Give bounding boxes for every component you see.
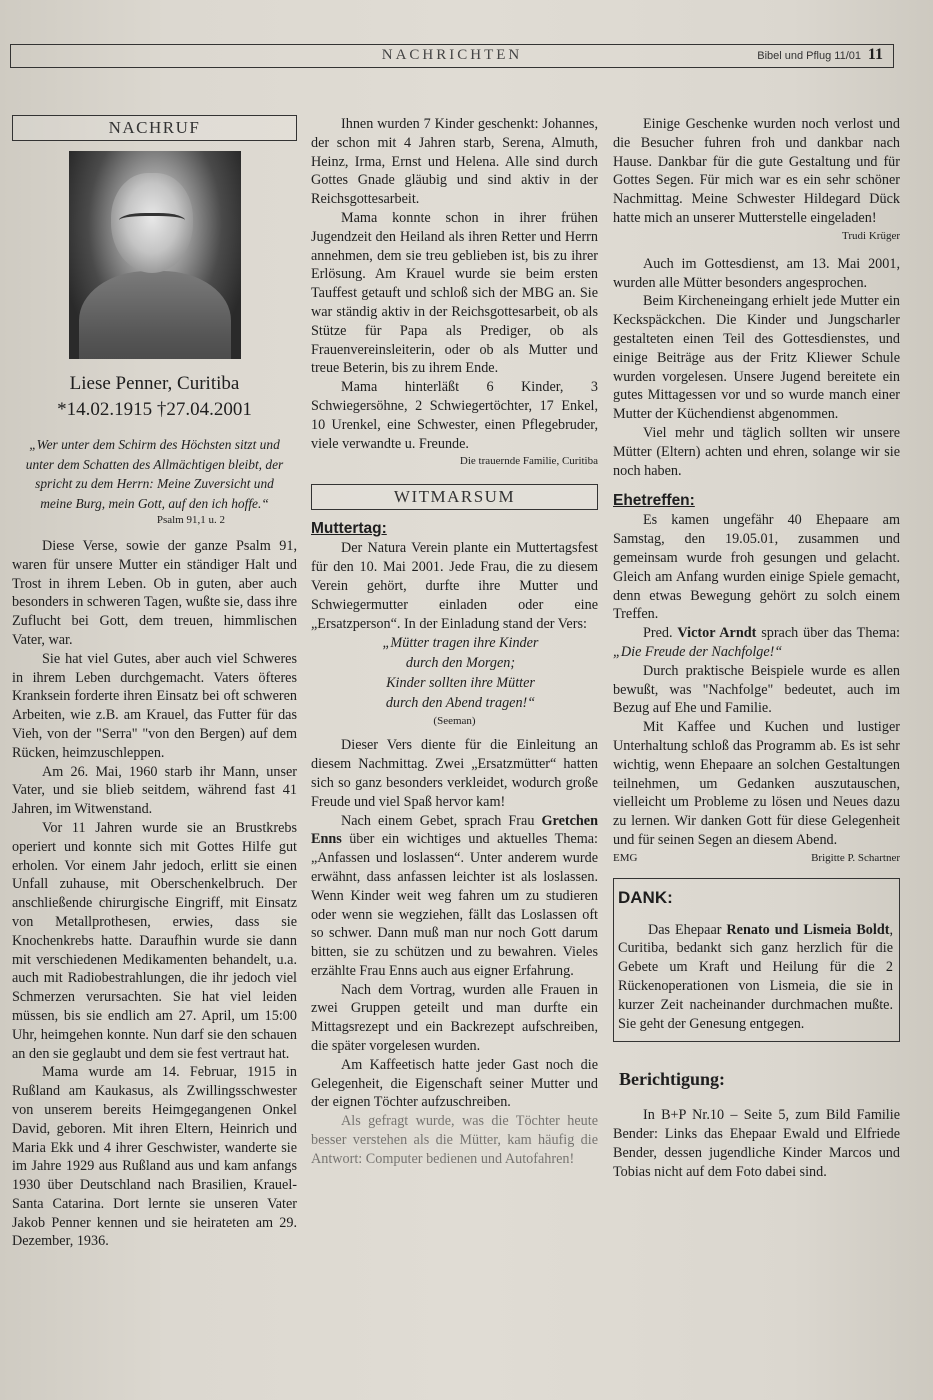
- paragraph: Vor 11 Jahren wurde sie an Brustkrebs operiert und konnte sich mit Gottes Hilfe gut erholen. Vor einem Jahr jedoch, erlitt sie einen Unfall zuhause, mit Oberschenkelbruch. Der anschließende chirurgische Eingriff, mit Einsatz von Metallprothesen, erwies, dass sie Knochenkrebs hatte. Daraufhin wurde sie dann mit verschiedenen Medikamenten behandelt, u.a. auch mit Radiobestrahlungen, die ihr jedoch viel Schmerzen verursachten. Sie hat viel leiden müssen, bis sie endlich am 27. April, um 15:00 Uhr, heimgehen konnte. Nun darf sie den schauen an den sie geglaubt und dem sie fest vertraut hat.: [12, 819, 297, 1062]
- verse-line: durch den Abend tragen!“: [385, 695, 536, 712]
- paragraph: Mama wurde am 14. Februar, 1915 in Rußland am Kaukasus, als Zwillingsschwester von unserem bereits Heimgegangenen Onkel David, geboren. Mit ihren Eltern, Heinrich und Maria Ekk und 4 ihrer Geschwister, wanderte sie im Jahre 1929 aus Rußland aus und kam anfangs 1930 über Deutschland nach Brasilien, Krauel-Santa Catarina. Dort lernte sie unseren Vater Jakob Penner kennen und sie heirateten am 29. Dezember, 1936.: [12, 1064, 297, 1250]
- column-1: [12, 115, 297, 1251]
- paragraph: Der Natura Verein plante ein Muttertagsfest für den 10. Mai 2001. Jede Frau, die zu diesem Verein gehört, durfte ihre Mutter und Schwiegermutter einladen oder eine „Ersatzperson“. In der Einladung stand der Vers:: [311, 540, 598, 632]
- couple-name: Renato und Lismeia Boldt: [726, 921, 890, 938]
- paragraph: Am 26. Mai, 1960 starb ihr Mann, unser Vater, und sie blieb seitdem, während fast 41 Jahren, im Witwenstand.: [12, 763, 297, 818]
- speaker-name: Gretchen Enns: [311, 812, 598, 848]
- paragraph: Diese Verse, sowie der ganze Psalm 91, waren für unsere Mutter ein ständiger Halt und Trost in ihrem Leben. Ob in guten, aber auch besonders in schweren Tagen, wußte sie, dass ihre Zuflucht bei Gott, dem treuen, himmlischen Vater, war.: [12, 538, 297, 648]
- obituary-box-title: NACHRUF: [12, 115, 297, 141]
- paragraph: Nach dem Vortrag, wurden alle Frauen in zwei Gruppen geteilt und man durfte ein Mittagsrezept und ein Backrezept aufschreiben, die später vorgelesen wurden.: [311, 981, 598, 1055]
- verse-reference: (Seeman): [433, 715, 476, 728]
- obituary-dates: *14.02.1915 †27.04.2001: [57, 399, 252, 420]
- muttertag-subheading: Muttertag:: [311, 520, 387, 538]
- verse-line: „Mütter tragen ihre Kinder: [382, 635, 539, 652]
- verse-line: durch den Morgen;: [405, 655, 516, 672]
- paragraph: Mit Kaffee und Kuchen und lustiger Unterhaltung schloß das Programm ab. Es ist sehr wichtig, wenn Ehepaare an solchen Gestaltungen teilnehmen, um Gedanken auszutauschen, vielleicht um Probleme zu lösen und Neues dazu zu lernen. Wir danken Gott für diese Gelegenheit und für seinen Segen an diesem Abend.: [613, 719, 900, 848]
- paragraph: Mama hinterläßt 6 Kinder, 3 Schwiegersöhne, 2 Schwiegertöchter, 17 Enkel, 10 Urenkel, eine Schwester, einen Pflegebruder, viele verwandte u. Freunde.: [311, 379, 598, 452]
- paragraph: Auch im Gottesdienst, am 13. Mai 2001, wurden alle Mütter besonders angesprochen.: [613, 255, 900, 291]
- paragraph: Ihnen wurden 7 Kinder geschenkt: Johannes, der schon mit 4 Jahren starb, Serena, Almuth, Heinz, Irma, Ernst und Helena. Alle sind durch Gottes Gnade gläubig und sind aktiv in der Reichsgottesarbeit.: [311, 116, 598, 208]
- obituary-signature: Die trauernde Familie, Curitiba: [459, 455, 598, 468]
- verse-line: Kinder sollten ihre Mütter: [386, 675, 535, 692]
- paragraph: Viel mehr und täglich sollten wir unsere Mütter (Eltern) achten und ehren, solange wir sie noch haben.: [613, 424, 900, 479]
- obituary-name: Liese Penner, Curitiba: [69, 373, 240, 394]
- page-header: [10, 44, 894, 68]
- witmarsum-box-title: WITMARSUM: [311, 484, 598, 510]
- paragraph: Durch praktische Beispiele wurde es allen bewußt, was "Nachfolge" bedeutet, auch im Bezug auf Ehe und Familie.: [613, 662, 900, 717]
- column-2: [311, 115, 598, 1169]
- paragraph: Nach einem Gebet, sprach Frau Gretchen Enns über ein wichtiges und aktuelles Thema: „Anfassen und loslassen“. Unter anderem wurde erwähnt, dass anfassen leichter ist als loslassen. Wenn Kinder weit weg fahren um zu studieren oder wenn sie wegziehen, fällt das Loslassen oft so schwer. Dann muß man nur noch Gott darum bitten, sie zu schützen und zu bewahren. Vieles erzählte Frau Enns auch aus eigner Erfahrung.: [311, 812, 598, 979]
- portrait-photo: [69, 151, 241, 359]
- paragraph: Als gefragt wurde, was die Töchter heute besser verstehen als die Mütter, kam häufig die Antwort: Computer bedienen und Autofahren!: [311, 1113, 598, 1167]
- berichtigung-title: Berichtigung:: [619, 1069, 725, 1090]
- paragraph: Sie hat viel Gutes, aber auch viel Schweres in ihrem Leben durchgemacht. Vaters öfteres Kranksein forderte ihren Einsatz bei oft schweren Arbeiten, wie z.B. am Krauel, das Futter für das Vieh, von der "Serra" "von den Bergen) auf dem Rücken, heimzuschleppen.: [12, 650, 297, 761]
- column-3: [613, 115, 900, 1182]
- paragraph: Pred. Victor Arndt sprach über das Thema: „Die Freude der Nachfolge!“: [613, 625, 900, 660]
- paragraph: Mama konnte schon in ihrer frühen Jugendzeit den Heiland als ihren Retter und Herrn annehmen, dem sie treu geblieben ist, bis zu ihrer Erlösung. Am Krauel wurde sie beim ersten Tauffest getauft und schloß sich der MBG an. Sie war ständig aktiv in der Reichsgottesarbeit, ob als Stütze für Papa als Prediger, ob als Frauenvereinsleiterin, oder ob als Mutter und treue Beterin, bis zu ihrem Ende.: [311, 209, 598, 377]
- paragraph: Am Kaffeetisch hatte jeder Gast noch die Gelegenheit, die Eigenschaft seiner Mutter und der eignen Töchter aufzuschreiben.: [311, 1056, 598, 1111]
- paragraph: In B+P Nr.10 – Seite 5, zum Bild Familie Bender: Links das Ehepaar Ewald und Elfriede Bender, dessen jugendliche Kinder Marcos und Tobias nicht auf dem Foto dabei sind.: [613, 1107, 900, 1180]
- speaker-name: Victor Arndt: [677, 625, 757, 642]
- issue-label: Bibel und Pflug 11/01: [757, 50, 861, 62]
- quote-reference: Psalm 91,1 u. 2: [156, 514, 225, 526]
- article-signature: Trudi Krüger: [842, 229, 900, 242]
- dank-box: [613, 878, 900, 1043]
- paragraph: Das Ehepaar Renato und Lismeia Boldt, Curitiba, bedankt sich ganz herzlich für die Gebete um Kraft und Heilung für die 2 Rückenoperationen von Lismeia, die sie in kurzer Zeit nacheinander durchmachen mußte. Sie geht der Genesung entgegen.: [618, 921, 893, 1032]
- page-number: 11: [867, 46, 883, 63]
- paragraph: Dieser Vers diente für die Einleitung an diesem Nachmittag. Zwei „Ersatzmütter“ hatten sich so ganz besonders verkleidet, wodurch große Freude und viel Spaß hervor kam!: [311, 737, 598, 810]
- dank-title: DANK:: [618, 887, 673, 907]
- paragraph: Einige Geschenke wurden noch verlost und die Besucher fuhren froh und dankbar nach Hause. Dankbar für die gute Gestaltung und für Gottes Segen. Für mich war es ein sehr schöner Nachmittag. Meine Schwester Hildegard Dück hatte mich an unserer Mutterstelle eingeladen!: [613, 116, 900, 226]
- obituary-quote: „Wer unter dem Schirm des Höchsten sitzt und unter dem Schatten des Allmächtigen bleibt, der spricht zu dem Herrn: Meine Zuversicht und meine Burg, mein Gott, auf den ich hoffe.“: [25, 437, 284, 511]
- ehetreffen-signature: EMG Brigitte P. Schartner: [613, 851, 900, 864]
- ehetreffen-subheading: Ehetreffen:: [613, 492, 695, 510]
- section-title: NACHRICHTEN: [381, 47, 523, 63]
- paragraph: Es kamen ungefähr 40 Ehepaare am Samstag, den 19.05.01, zusammen und gemeinsam wurde froh gesungen und gelacht. Gleich am Anfang wurden einige Spiele gemacht, denn etwas Bewegung gehört zu solch einem Treffen.: [613, 512, 900, 623]
- paragraph: Beim Kircheneingang erhielt jede Mutter ein Keckspäckchen. Die Kinder und Jungscharler gestalteten einen Teil des Gottesdienstes, und einige Beiträge aus der Fritz Kliewer Schule wurden vorgelesen. Unsere Jugend bereitete ein gutes Mittagessen vor und so wurde manch einer Mutter der Küchendienst abgenommen.: [613, 293, 900, 423]
